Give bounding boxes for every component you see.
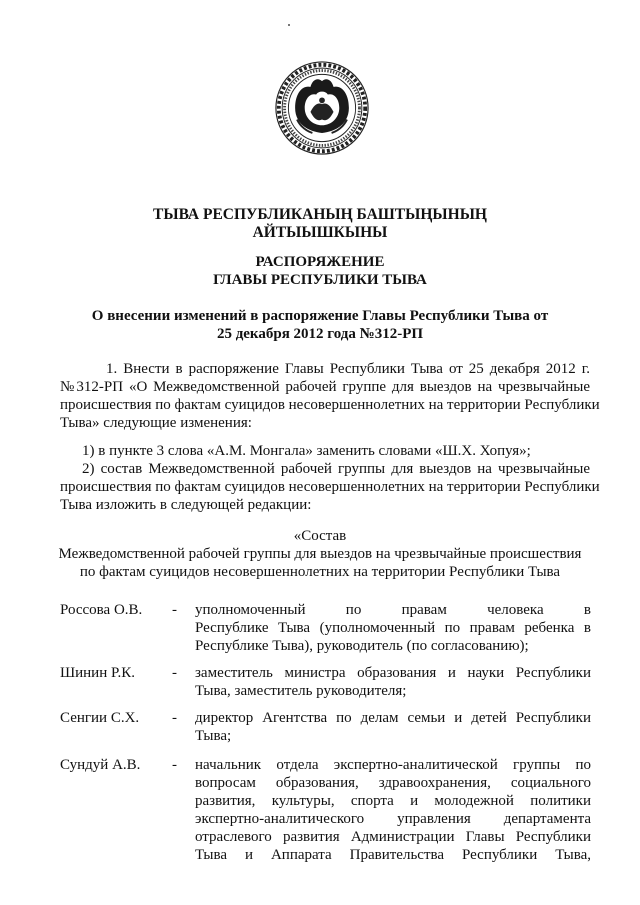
subject-line1: О внесении изменений в распоряжение Главы Республики Тыва от <box>91 308 549 324</box>
member-role-line: директор Агентства по делам семьи и детей Республики <box>195 710 591 726</box>
item1-line1: 1. Внести в распоряжение Главы Республики Тыва от 25 декабря 2012 г. <box>106 361 590 377</box>
member-dash: - <box>172 710 177 726</box>
subitem2-line1: 2) состав Межведомственной рабочей группы для выездов на чрезвычайные <box>82 461 590 477</box>
member-role <box>195 664 591 700</box>
member-role-line: развития, культуры, спорта и молодежной политики <box>195 793 591 809</box>
member-role-line: вопросам образования, здравоохранения, социального <box>195 775 591 791</box>
member-dash: - <box>172 757 177 773</box>
member-role-line: Тыва и Аппарата Правительства Республики Тыва, <box>195 847 591 863</box>
item1-line3: происшествия по фактам суицидов несовершеннолетних на территории Республики <box>60 397 600 413</box>
member-role-line: Республике Тыва), руководитель (по согласованию); <box>195 638 529 654</box>
member-role-line: Республике Тыва (уполномоченный по правам ребенка в <box>195 620 591 636</box>
member-role-line: отраслевого развития Администрации Главы Республики <box>195 829 591 845</box>
member-role <box>195 601 591 655</box>
order-title-line2: ГЛАВЫ РЕСПУБЛИКИ ТЫВА <box>213 272 427 288</box>
member-role-line: заместитель министра образования и науки Республики <box>195 665 591 681</box>
composition-subtitle-line1: Межведомственной рабочей группы для выездов на чрезвычайные происшествия <box>58 546 582 562</box>
member-name: Шинин Р.К. <box>60 665 135 681</box>
subitem1: 1) в пункте 3 слова «А.М. Монгала» заменить словами «Ш.Х. Хопуя»; <box>82 443 531 459</box>
member-name: Россова О.В. <box>60 602 143 618</box>
item1-line2: №312-РП «О Межведомственной рабочей группе для выездов на чрезвычайные <box>60 379 590 395</box>
member-role-line: Тыва, заместитель руководителя; <box>195 683 407 699</box>
item1-line4: Тыва» следующие изменения: <box>60 415 252 431</box>
member-role-line: Тыва; <box>195 728 232 744</box>
member-role <box>195 709 591 745</box>
subitem2-line3: Тыва изложить в следующей редакции: <box>60 497 312 513</box>
subject-line2: 25 декабря 2012 года №312-РП <box>216 326 424 342</box>
header-title-line1: ТЫВА РЕСПУБЛИКАНЫҢ БАШТЫҢЫНЫҢ <box>153 206 487 223</box>
subitem2-line2: происшествия по фактам суицидов несовершеннолетних на территории Республики <box>60 479 600 495</box>
member-role-line: экспертно-аналитического управления департамента <box>195 811 591 827</box>
header-title-line2: АЙТЫЫШКЫНЫ <box>252 224 388 241</box>
scan-speck <box>288 24 290 26</box>
member-role-line: начальник отдела экспертно-аналитической группы по <box>195 757 591 773</box>
composition-title: «Состав <box>293 528 347 544</box>
order-title-line1: РАСПОРЯЖЕНИЕ <box>255 254 385 270</box>
member-role-line: уполномоченный по правам человека в <box>195 602 591 618</box>
member-name: Сундуй А.В. <box>60 757 141 773</box>
coat-of-arms-emblem <box>274 60 370 156</box>
member-name: Сенгии С.Х. <box>60 710 140 726</box>
member-role <box>195 756 591 864</box>
composition-subtitle-line2: по фактам суицидов несовершеннолетних на территории Республики Тыва <box>79 564 561 580</box>
member-dash: - <box>172 602 177 618</box>
member-dash: - <box>172 665 177 681</box>
